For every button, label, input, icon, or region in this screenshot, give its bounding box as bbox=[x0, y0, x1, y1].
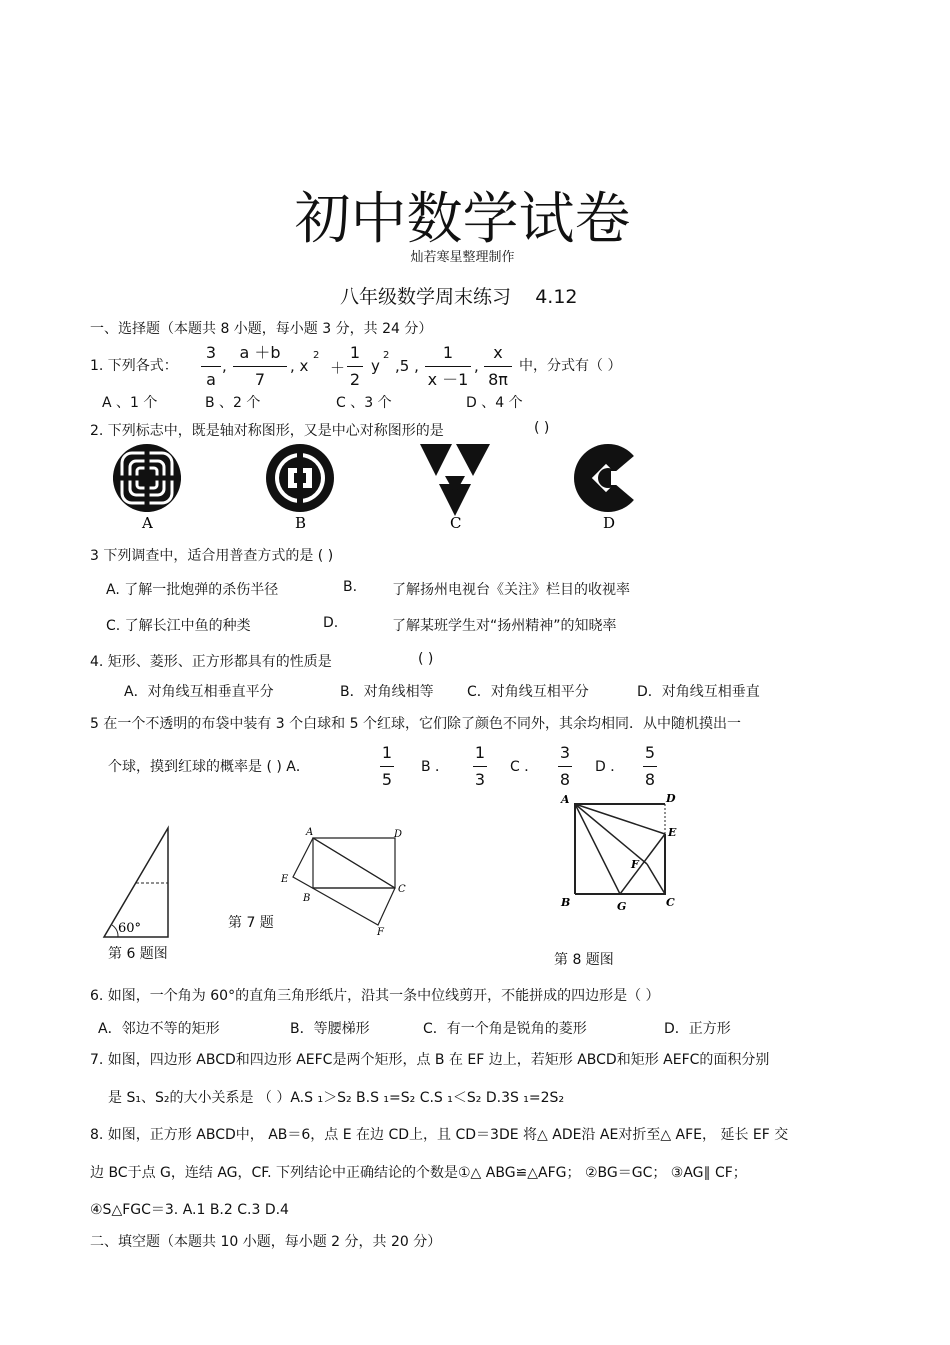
fraction-bar bbox=[473, 766, 487, 767]
q3-option-d: 了解某班学生对“扬州精神”的知晓率 bbox=[392, 618, 617, 634]
q5-line1: 5 在一个不透明的布袋中装有 3 个白球和 5 个红球，它们除了颜色不同外，其余均相同．从中随机摸出一 bbox=[90, 716, 741, 732]
logo-label-d: D bbox=[603, 514, 616, 532]
q1-option-a: A 、1 个 bbox=[102, 395, 158, 411]
q5-fraction-b bbox=[471, 744, 489, 789]
fig7-label-d: D bbox=[394, 829, 403, 840]
fraction-bar bbox=[347, 366, 363, 367]
fig8-label-g: G bbox=[617, 900, 627, 913]
fig8-label-d: D bbox=[666, 792, 676, 805]
fraction-numerator: 3 bbox=[205, 343, 217, 362]
q5-fraction-d bbox=[641, 744, 659, 789]
document-subtitle: 灿若寒星整理制作 bbox=[410, 250, 515, 265]
q5-line2: 个球，摸到红球的概率是 ( ) A． bbox=[108, 759, 310, 775]
q1-fraction-3 bbox=[346, 344, 364, 389]
q3-option-b-label: B. bbox=[343, 579, 358, 595]
section1-heading: 一、选择题（本题共 8 小题，每小题 3 分，共 24 分） bbox=[90, 321, 433, 337]
fraction-numerator: 5 bbox=[644, 743, 656, 762]
fraction-numerator: 1 bbox=[474, 743, 486, 762]
fraction-numerator: 1 bbox=[349, 343, 361, 362]
fraction-denominator: 7 bbox=[254, 370, 266, 389]
fraction-bar bbox=[484, 366, 512, 367]
logo-label-a: A bbox=[142, 514, 153, 532]
fraction-denominator: a bbox=[206, 370, 216, 389]
q4-paren: ( ) bbox=[418, 651, 434, 667]
q3-option-c: C. 了解长江中鱼的种类 bbox=[106, 618, 251, 634]
fraction-denominator: x －1 bbox=[427, 370, 469, 389]
fig7-label-a: A bbox=[306, 827, 314, 838]
fig7-label-e: E bbox=[281, 874, 289, 885]
fraction-bar bbox=[233, 366, 287, 367]
q1-x-term: , x bbox=[290, 357, 309, 375]
q7-line1: 7. 如图，四边形 ABCD和四边形 AEFC是两个矩形，点 B 在 EF 边上，若矩形 ABCD和矩形 AEFC的面积分别 bbox=[90, 1052, 770, 1068]
q3-text: 3 下列调查中，适合用普查方式的是 ( ) bbox=[90, 548, 334, 564]
logo-a-icon bbox=[113, 444, 181, 512]
q3-option-b: 了解扬州电视台《关注》栏目的收视率 bbox=[392, 582, 630, 598]
fraction-numerator: a ＋b bbox=[239, 343, 281, 362]
fig6-angle-label: 60° bbox=[118, 921, 142, 936]
q1-suffix: 中，分式有（ ） bbox=[519, 358, 622, 374]
q6-option-a: A．邻边不等的矩形 bbox=[98, 1021, 220, 1037]
q4-text: 4. 矩形、菱形、正方形都具有的性质是 bbox=[90, 654, 332, 670]
q1-option-c: C 、3 个 bbox=[336, 395, 392, 411]
fig7-label-c: C bbox=[398, 884, 406, 895]
fraction-denominator: 8 bbox=[644, 770, 656, 789]
fraction-denominator: 5 bbox=[381, 770, 393, 789]
q1-fraction-1 bbox=[200, 344, 222, 389]
fraction-numerator: 1 bbox=[442, 343, 454, 362]
q1-plus: ＋ bbox=[330, 359, 346, 377]
q1-y-superscript: 2 bbox=[383, 350, 390, 361]
fraction-numerator: x bbox=[493, 343, 503, 362]
q6-option-c: C．有一个角是锐角的菱形 bbox=[423, 1021, 587, 1037]
q1-fraction-4 bbox=[424, 344, 472, 389]
q6-option-b: B．等腰梯形 bbox=[290, 1021, 370, 1037]
fraction-bar bbox=[558, 766, 572, 767]
q5-fraction-c bbox=[556, 744, 574, 789]
figure-7-caption: 第 7 题 bbox=[228, 915, 274, 931]
figure-7-rectangles bbox=[275, 825, 415, 940]
logo-c-icon bbox=[420, 444, 490, 516]
q6-text: 6. 如图，一个角为 60°的直角三角形纸片，沿其一条中位线剪开，不能拼成的四边形是（ ） bbox=[90, 988, 660, 1004]
q1-fraction-2 bbox=[232, 344, 288, 389]
fig8-label-b: B bbox=[561, 896, 571, 909]
comma: , bbox=[222, 357, 227, 375]
q1-prefix: 1. 下列各式： bbox=[90, 358, 178, 374]
logo-label-c: C bbox=[450, 514, 462, 532]
q7-line2: 是 S₁、S₂的大小关系是 （ ）A.S ₁＞S₂ B.S ₁=S₂ C.S ₁＜S₂ D.3S ₁=2S₂ bbox=[108, 1090, 565, 1106]
figure-8-square bbox=[555, 788, 695, 918]
q8-line1: 8. 如图，正方形 ABCD中， AB＝6，点 E 在边 CD上，且 CD＝3DE 将△ ADE沿 AE对折至△ AFE， 延长 EF 交 bbox=[90, 1127, 789, 1143]
q1-five: ,5 , bbox=[395, 357, 419, 375]
q5-option-d-label: D ． bbox=[595, 759, 625, 775]
figure-6-caption: 第 6 题图 bbox=[108, 946, 168, 962]
q2-logo-figures bbox=[100, 440, 660, 535]
q1-option-b: B 、2 个 bbox=[205, 395, 261, 411]
q5-option-c-label: C ． bbox=[510, 759, 539, 775]
q1-x-superscript: 2 bbox=[313, 350, 320, 361]
figure-6-triangle bbox=[100, 825, 180, 940]
fig8-label-e: E bbox=[668, 826, 677, 839]
fraction-denominator: 8π bbox=[488, 370, 508, 389]
exam-title bbox=[340, 282, 578, 309]
q5-option-b-label: B ． bbox=[421, 759, 450, 775]
logo-b-icon bbox=[266, 444, 334, 512]
fraction-bar bbox=[380, 766, 394, 767]
fig7-label-f: F bbox=[377, 927, 384, 938]
q1-option-d: D 、4 个 bbox=[466, 395, 523, 411]
comma: , bbox=[474, 357, 479, 375]
q3-option-a: A. 了解一批炮弹的杀伤半径 bbox=[106, 582, 279, 598]
q4-option-d: D．对角线互相垂直 bbox=[637, 684, 760, 700]
fraction-bar bbox=[425, 366, 471, 367]
logo-label-b: B bbox=[295, 514, 307, 532]
q2-text: 2. 下列标志中，既是轴对称图形，又是中心对称图形的是 bbox=[90, 423, 444, 439]
q1-y-term: y bbox=[371, 357, 380, 375]
q3-option-d-label: D. bbox=[323, 615, 339, 631]
fraction-bar bbox=[643, 766, 657, 767]
exam-title-text: 八年级数学周末练习 bbox=[340, 286, 512, 308]
q4-option-b: B．对角线相等 bbox=[340, 684, 434, 700]
q5-fraction-a bbox=[378, 744, 396, 789]
fraction-numerator: 3 bbox=[559, 743, 571, 762]
fraction-denominator: 8 bbox=[559, 770, 571, 789]
fraction-bar bbox=[201, 366, 221, 367]
logo-d-icon bbox=[574, 440, 660, 522]
fig8-label-c: C bbox=[666, 896, 675, 909]
fraction-denominator: 2 bbox=[349, 370, 361, 389]
section2-heading: 二、填空题（本题共 10 小题，每小题 2 分，共 20 分） bbox=[90, 1234, 442, 1250]
q4-option-a: A．对角线互相垂直平分 bbox=[124, 684, 274, 700]
q8-line2: 边 BC于点 G，连结 AG，CF. 下列结论中正确结论的个数是①△ ABG≌△AFG； ②BG＝GC； ③AG∥ CF； bbox=[90, 1165, 747, 1181]
exam-date: 4.12 bbox=[535, 286, 578, 308]
fraction-denominator: 3 bbox=[474, 770, 486, 789]
q4-option-c: C．对角线互相平分 bbox=[467, 684, 589, 700]
fig7-label-b: B bbox=[303, 893, 311, 904]
q8-line3: ④S△FGC＝3. A.1 B.2 C.3 D.4 bbox=[90, 1202, 289, 1218]
q1-fraction-5 bbox=[483, 344, 513, 389]
fig8-label-f: F bbox=[631, 858, 639, 871]
document-title: 初中数学试卷 bbox=[294, 187, 631, 252]
q6-option-d: D．正方形 bbox=[664, 1021, 731, 1037]
figure-8-caption: 第 8 题图 bbox=[554, 952, 614, 968]
fraction-numerator: 1 bbox=[381, 743, 393, 762]
q2-paren: ( ) bbox=[534, 420, 550, 436]
fig8-label-a: A bbox=[561, 793, 570, 806]
